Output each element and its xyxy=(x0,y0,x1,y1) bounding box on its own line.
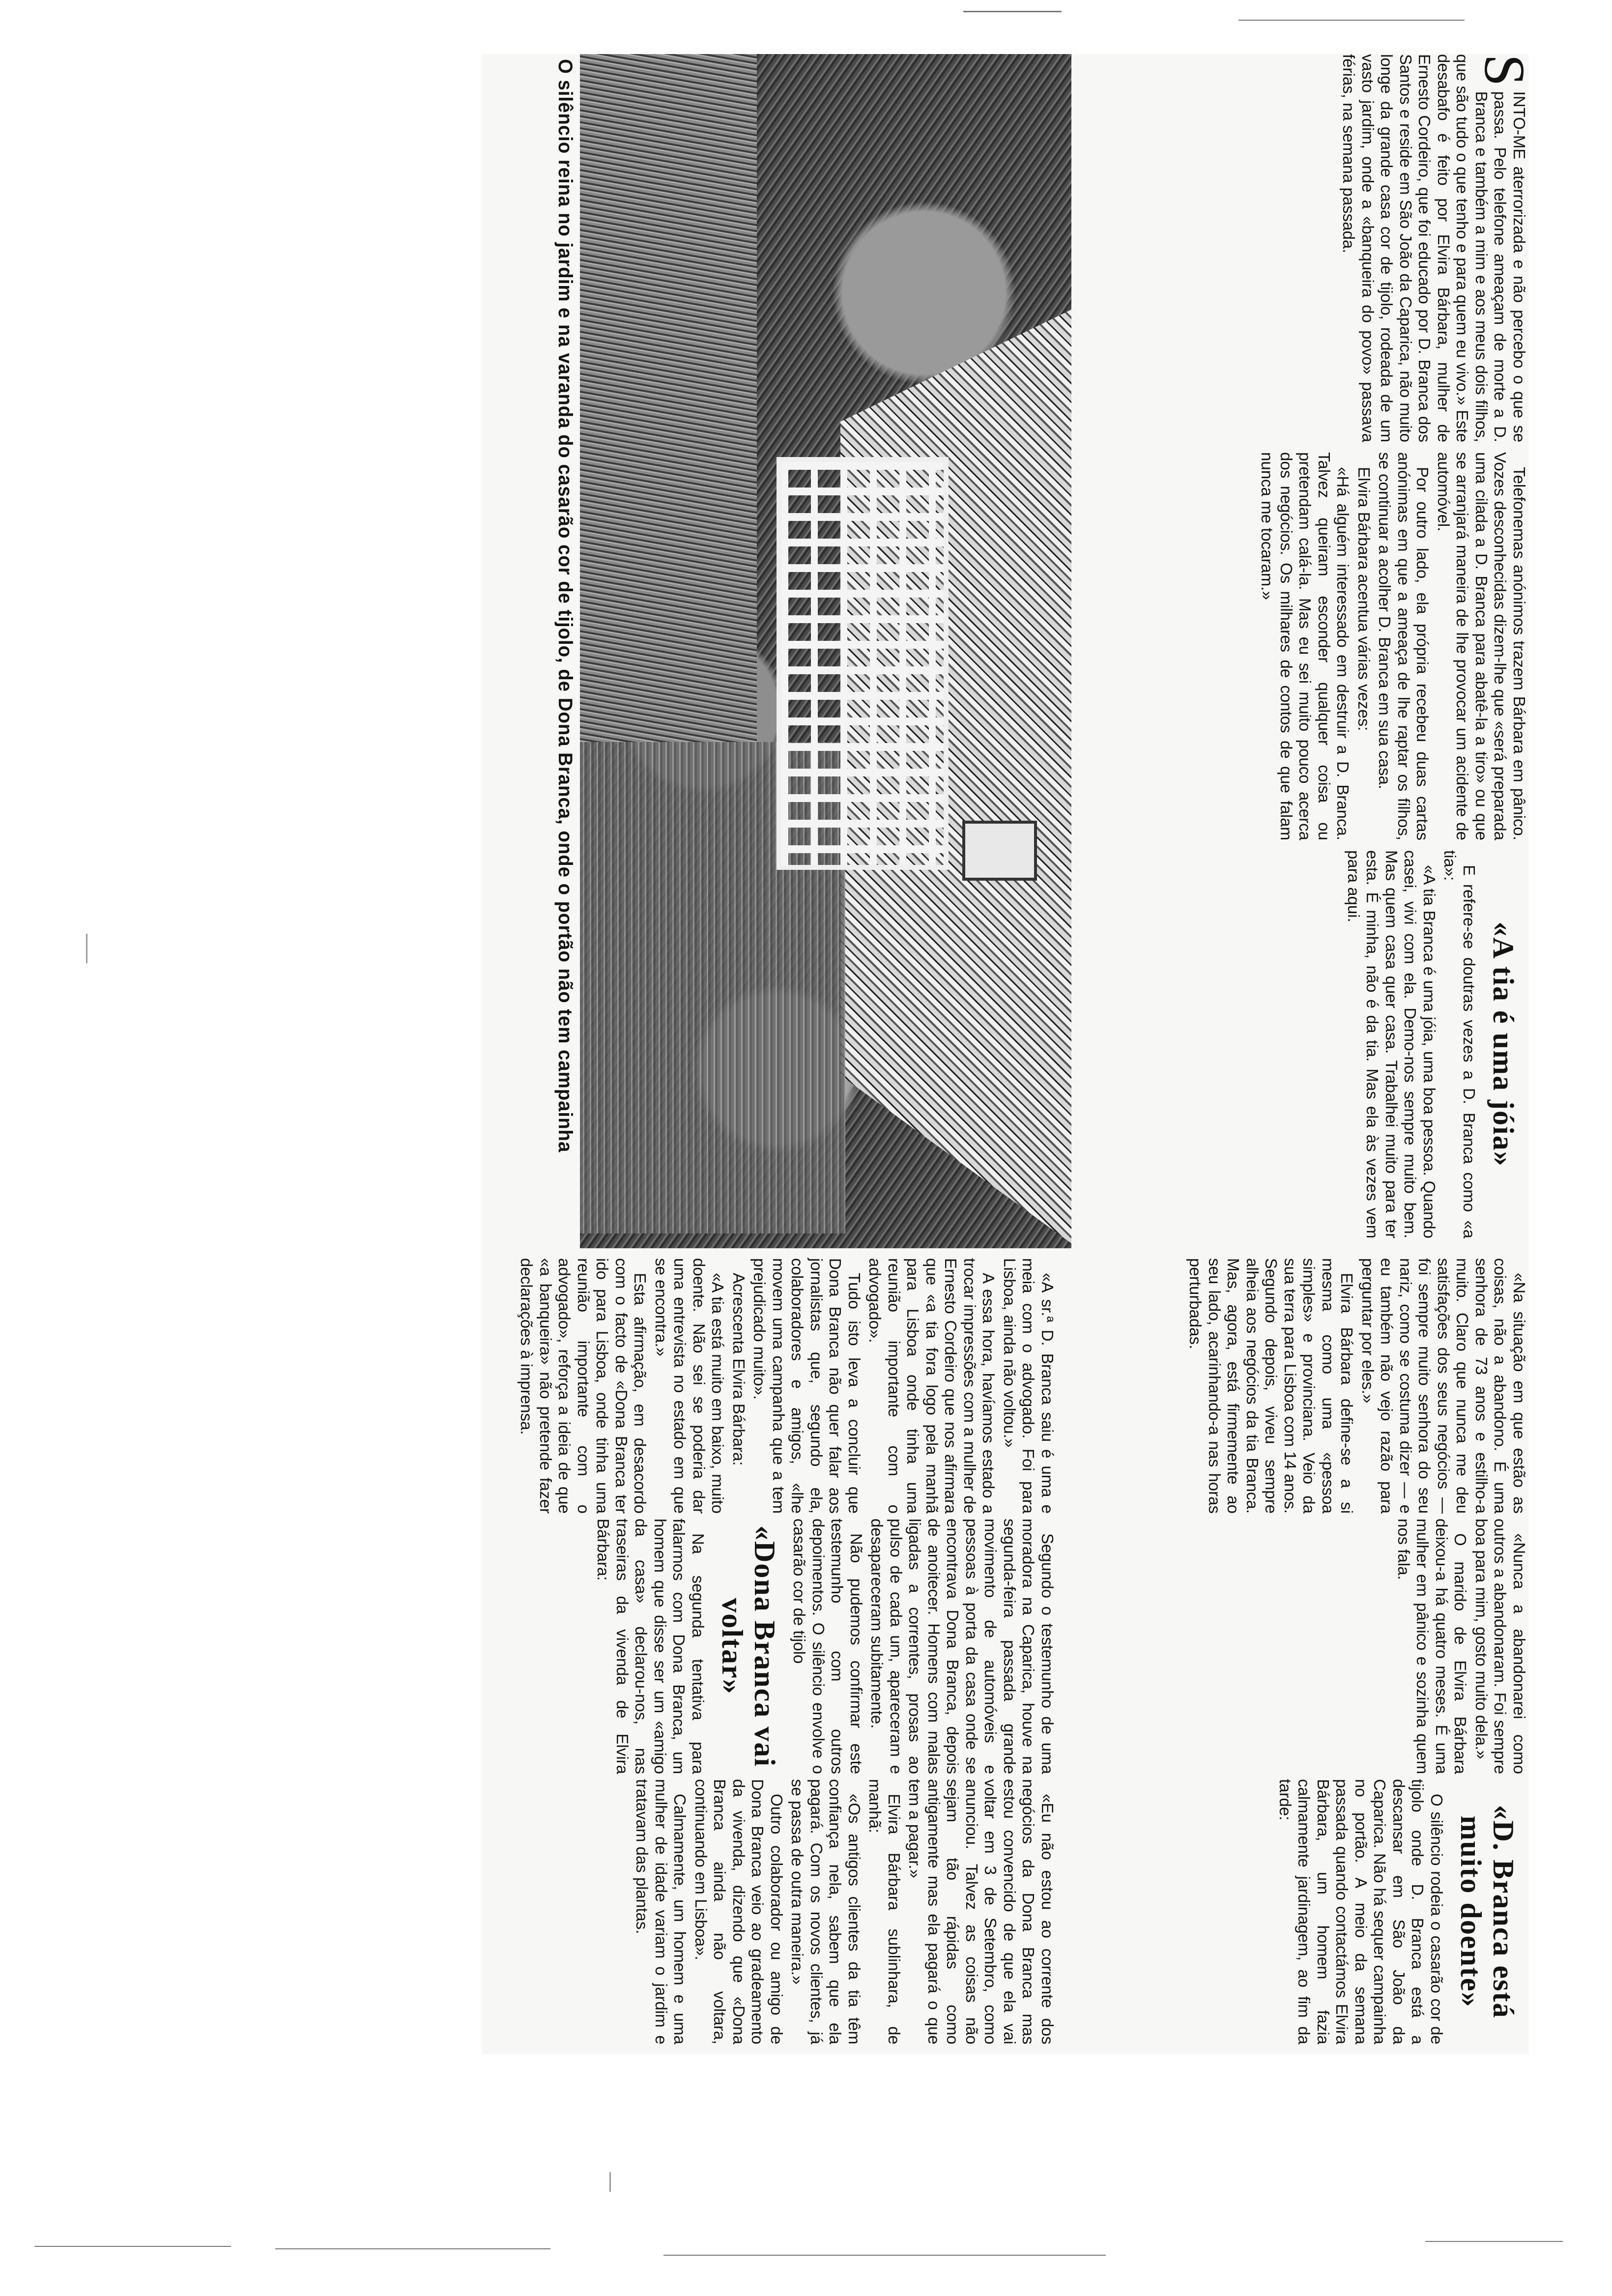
paragraph: «Os antigos clientes da tia têm confiança nela, sabem que ela pagará. Com os novos clientes, já se passa de outra maneira.» xyxy=(788,1779,864,2044)
paragraph: Outro colaborador ou amigo de Dona Branca veio ao gradeamento da vivenda, dizendo que «Dona Branca ainda não voltara, continuando em Lisboa». xyxy=(692,1779,786,2044)
subheading: «Dona Branca vai voltar» xyxy=(716,1525,781,1768)
paragraph: «A tia Branca é uma jóia, uma boa pessoa. Quando casei, vivi com ela. Demo-nos sempre muito bem. Mas quem casa quer casa. Trabalhei muito para ter esta. É minha, não é da tia. Mas ela às vezes vem para aqui. xyxy=(1345,850,1439,1238)
paragraph: Não pudemos confirmar este testemunho com outros depoimentos. O silêncio envolve o casarão cor de tijolo xyxy=(790,1519,865,1774)
article-column-1 xyxy=(1086,54,1537,442)
paragraph: «Na situação em que estão as coisas, não a abandono. É uma senhora de 73 anos e estilho-a muito. Claro que nunca me deu satisfações dos seus negócios — foi sempre muito senhora do seu nariz, como se costuma dizer — e eu também não vejo razão para perguntar por eles.» xyxy=(1359,1258,1528,1514)
paragraph: Segundo o testemunho de uma moradora na Caparica, houve na segunda-feira passada grande movimento de automóveis e pessoas à porta da casa onde se encontrava Dona Branca, depois de anoitecer. Homens com malas ligadas a correntes, prosas ao pulso de cada um, apareceram e desapareceram subitamente. xyxy=(868,1519,1057,1774)
photo-chimney xyxy=(962,821,1037,881)
paragraph: Na segunda tentativa para falarmos com Dona Branca, um homem que disse ser um «amigo da casa» declarou-nos, nas traseiras da vivenda de Elvira Bárbara: xyxy=(594,1519,707,1774)
paragraph: E refere-se doutras vezes a D. Branca como «a tia»: xyxy=(1441,850,1478,1238)
article-column-2 xyxy=(1086,452,1528,840)
paragraph: Calmamente, um homem e uma mulher de idade variam o jardim e tratavam das plantas. xyxy=(633,1779,690,2044)
scan-artifact xyxy=(1238,20,1465,21)
article-column-3 xyxy=(1086,850,1528,1238)
scan-artifact xyxy=(963,11,1062,12)
paragraph: «A tia está muito em baixo, muito doente. Não sei se poderia dar uma entrevista no estado em que se encontra.» xyxy=(652,1258,727,1514)
drop-cap: S xyxy=(1472,54,1537,86)
paragraph: O silêncio rodeia o casarão cor de tijolo onde D. Branca está a descansar em São João da Caparica. Não há sequer campainha no portão. A meio da semana passada quando contactámos Elvira Bárbara, um homem fazia calmamente jardinagem, ao fim da tarde: xyxy=(1276,1779,1446,2044)
article-column-6 xyxy=(1071,1779,1528,2044)
article-column-4 xyxy=(1071,1258,1528,1514)
paragraph: Esta afirmação, em desacordo com o facto de «Dona Branca ter ido para Lisboa, onde tinha uma reunião importante com o advogado», reforça a ideia de que «a banqueira» não pretende fazer declarações à imprensa. xyxy=(518,1258,650,1514)
article-column-8 xyxy=(491,1519,1057,1774)
photo-garden xyxy=(580,54,757,742)
scan-artifact xyxy=(609,2172,611,2192)
article-column-7 xyxy=(491,1258,1057,1514)
scan-artifact xyxy=(86,934,87,963)
subheading: «A tia é uma jóia» xyxy=(1487,921,1520,1167)
paragraph: A essa hora, havíamos estado a trocar impressões com a mulher de Ernesto Cordeiro que nos afirmara que «a tia fora logo pela manhã para Lisboa onde tinha uma reunião importante com o advogado». xyxy=(866,1258,998,1514)
house-photo xyxy=(580,54,1071,1248)
paragraph: Acrescenta Elvira Bárbara: xyxy=(730,1273,748,1466)
subheading: «D. Branca está muito doente» xyxy=(1455,1805,1520,2019)
paragraph: Telefonemas anónimos trazem Bárbara em pânico. Vozes desconhecidas dizem-lhe que «será preparada uma cilada a D. Branca para abatê-la a tiro» ou que se arranjará maneira de lhe provocar um acidente de automóvel. xyxy=(1435,452,1528,840)
photo-caption: O silêncio reina no jardim e na varanda do casarão cor de tijolo, de Dona Branca, onde o portão não tem campainha xyxy=(554,59,576,1153)
scan-artifact xyxy=(663,2255,1106,2256)
paragraph: «Há alguém interessado em destruir a D. Branca. Talvez queiram esconder qualquer coisa ou pretendam calá-la. Mas eu sei muito pouco acerca dos negócios. Os milhares de contos de que falam nunca me tocaram.» xyxy=(1258,452,1353,840)
scan-artifact xyxy=(275,2248,550,2249)
scan-artifact xyxy=(1425,2241,1563,2242)
paragraph: INTO-ME aterrorizada e não percebo o que se passa. Pelo telefone ameaçam de morte a D. Branca e também a mim e aos meus dois filhos, que são tudo o que tenho e para quem eu vivo.» Este desabafo é feito por Elvira Bárbara, mulher de Ernesto Cordeiro, que foi educado por D. Branca dos Santos e reside em São João da Caparica, não muito longe da grande casa cor de tijolo, rodeada de um vasto jardim, onde a «banqueira do povo» passava férias, na semana passada. xyxy=(1340,54,1528,442)
newspaper-clipping xyxy=(482,54,1537,2054)
paragraph: Elvira Bárbara acentua várias vezes: xyxy=(1355,467,1373,731)
article-column-5 xyxy=(1071,1519,1528,1774)
scan-artifact xyxy=(34,2246,231,2247)
paragraph: O marido de Elvira Bárbara deixou-a há quatro meses. É uma mulher em pânico e sozinha quem nos fala. xyxy=(1395,1519,1470,1774)
article-column-9 xyxy=(491,1779,1057,2044)
paragraph: «Nunca a abandonarei como outros a abandonaram. Foi sempre boa para mim, gosto muito dela.» xyxy=(1472,1519,1528,1774)
paragraph: «A sr.ª D. Branca saiu é uma e meia com o advogado. Foi para Lisboa, ainda não voltou.» xyxy=(1001,1258,1057,1514)
paragraph: Elvira Bárbara define-se a si mesma como uma «pessoa simples» e provinciana. Veio da sua terra para Lisboa com 14 anos. Segundo depois, viveu sempre alheia aos negócios da tia Branca. Mas, agora, está firmemente ao seu lado, acarinhando-a nas horas perturbadas. xyxy=(1186,1258,1356,1514)
paragraph: «Eu não estou ao corrente dos negócios da Dona Branca mas estou convencido de que ela vai voltar em 3 de Setembro, como anunciou. Talvez as coisas não sejam tão rápidas como antigamente mas ela pagará o que tem a pagar.» xyxy=(906,1779,1057,2044)
photo-veranda-railing xyxy=(777,457,949,870)
paragraph: Por outro lado, ela própria recebeu duas cartas anónimas em que a ameaça de lhe raptar os filhos, se continuar a acolher D. Branca em sua casa. xyxy=(1376,452,1432,840)
paragraph: Tudo isto leva a concluir que Dona Branca não quer falar aos jornalistas que, segundo ela, colaboradores e amigos, «lhe movem uma campanha que a tem prejudicado muito». xyxy=(750,1258,864,1514)
paragraph: Elvira Bárbara sublinhara, de manhã: xyxy=(866,1779,903,2044)
